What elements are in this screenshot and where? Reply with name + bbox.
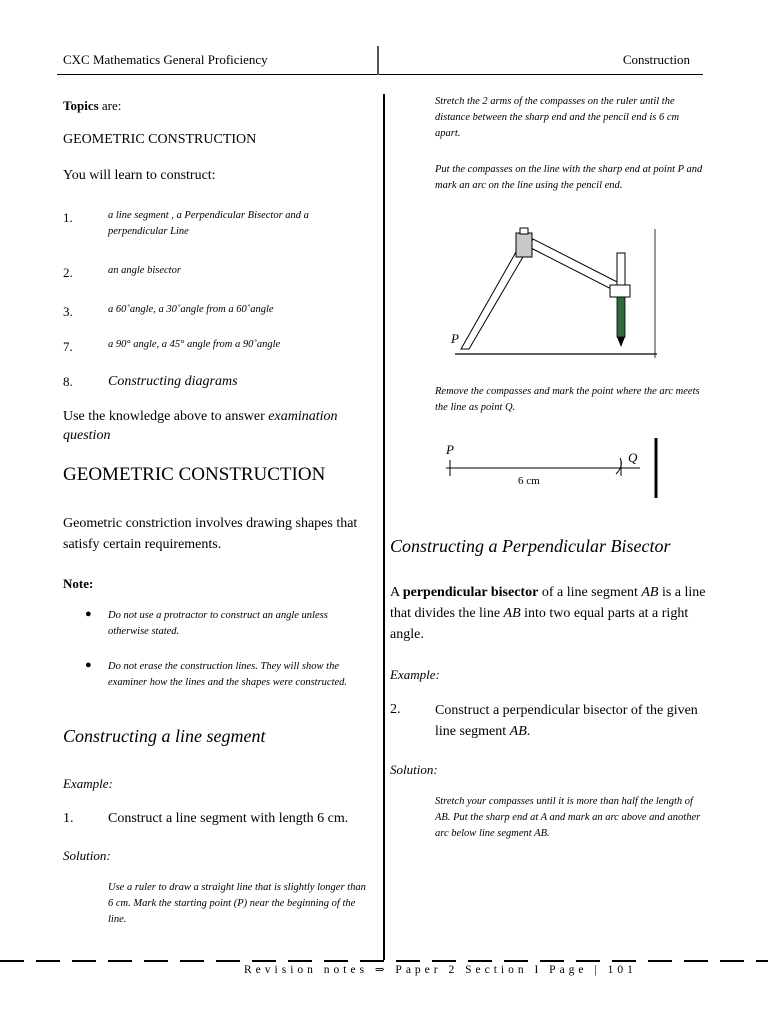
- use-knowledge-text: Use the knowledge above to answer: [63, 409, 269, 424]
- topics-rest: are:: [98, 98, 122, 113]
- fig2-p-label: P: [446, 442, 454, 457]
- line-segment-title: Constructing a line segment: [63, 726, 266, 746]
- def-mid: of a line segment: [538, 585, 642, 600]
- def-a: A: [390, 585, 403, 600]
- example-label: Example:: [390, 667, 440, 682]
- fig2-length-label: 6 cm: [518, 475, 540, 487]
- example-ab: AB: [509, 724, 527, 739]
- bullet-dot: ●: [85, 659, 92, 671]
- fig2-q-label: Q: [628, 450, 638, 465]
- example-text: Construct a line segment with length 6 cm.: [108, 811, 349, 826]
- def-ab2: AB: [503, 606, 521, 621]
- point-p-label: P: [451, 331, 459, 346]
- compasses-figure: [445, 225, 665, 365]
- header-right: Construction: [622, 52, 690, 67]
- item-text: a 60˚angle, a 30˚angle from a 60˚angle: [108, 304, 274, 315]
- line-pq-figure: [440, 434, 670, 500]
- item-text: an angle bisector: [108, 265, 181, 276]
- note-item: Do not erase the construction lines. They will show the examiner how the lines and the shapes were constructed.: [108, 661, 348, 688]
- example-num: 1.: [63, 811, 74, 826]
- def-end: into two equal parts at a right angle.: [390, 606, 689, 642]
- you-will-learn: You will learn to construct:: [63, 168, 216, 183]
- item-num: 8.: [63, 374, 73, 389]
- bullet-dot: ●: [85, 608, 92, 620]
- example-text: [435, 700, 710, 742]
- column-divider: [383, 94, 385, 960]
- header-left: CXC Mathematics General Proficiency: [63, 52, 268, 67]
- example-dot: .: [526, 724, 531, 739]
- footer-text: Revision notes ⇒ Paper 2 Section I Page | 101: [240, 962, 641, 976]
- note-label: Note:: [63, 576, 94, 591]
- section-heading: GEOMETRIC CONSTRUCTION: [63, 464, 326, 485]
- item-text: a 90° angle, a 45° angle from a 90˚angle: [108, 339, 281, 350]
- solution-label: Solution:: [63, 848, 111, 863]
- def-ab1: AB: [641, 585, 659, 600]
- use-knowledge: [63, 407, 363, 445]
- hinge-top: [520, 228, 528, 234]
- definition-paragraph: [390, 582, 710, 645]
- use-knowledge-italic: examination question: [63, 409, 338, 443]
- solution-text: Use a ruler to draw a straight line that is slightly longer than 6 cm. Mark the starting point (P) near the beginning of the line.: [108, 882, 366, 925]
- pencil-body: [617, 297, 625, 337]
- pencil-clamp: [610, 285, 630, 297]
- geo-caps: GEOMETRIC CONSTRUCTION: [63, 132, 257, 147]
- perp-bisector-title: Constructing a Perpendicular Bisector: [390, 536, 671, 556]
- item-num: 1.: [63, 210, 73, 225]
- example-text-main: Construct a perpendicular bisector of the given line segment: [435, 703, 698, 739]
- remove-text: Remove the compasses and mark the point where the arc meets the line as point Q.: [435, 386, 700, 413]
- put-text: Put the compasses on the line with the sharp end at point P and mark an arc on the line using the pencil end.: [435, 164, 703, 191]
- def-bold: perpendicular bisector: [402, 585, 539, 600]
- header-rule-left: [57, 74, 377, 75]
- item-num: 7.: [63, 339, 73, 354]
- item-text: Constructing diagrams: [108, 374, 238, 389]
- left-leg: [461, 245, 527, 349]
- def-rest: is a line that divides the line: [390, 585, 706, 621]
- hinge: [516, 233, 532, 257]
- topics-bold: Topics: [63, 98, 99, 113]
- solution-label: Solution:: [390, 762, 438, 777]
- pencil-tip: [617, 337, 625, 347]
- topics-line: [63, 96, 121, 115]
- note-item: Do not use a protractor to construct an angle unless otherwise stated.: [108, 610, 328, 637]
- header-rule-right: [379, 74, 703, 75]
- example-label: Example:: [63, 776, 113, 791]
- header-divider: [377, 46, 379, 75]
- item-text: a line segment , a Perpendicular Bisector and a perpendicular Line: [108, 210, 309, 237]
- item-num: 2.: [63, 265, 73, 280]
- item-num: 3.: [63, 304, 73, 319]
- stretch-text: Stretch the 2 arms of the compasses on the ruler until the distance between the sharp end and the pencil end is 6 cm apart.: [435, 96, 680, 139]
- example-num: 2.: [390, 702, 401, 717]
- solution-text: Stretch your compasses until it is more than half the length of AB. Put the sharp end at A and mark an arc above and another arc below line segment AB.: [435, 796, 701, 839]
- intro-paragraph: Geometric constriction involves drawing shapes that satisfy certain requirements.: [63, 516, 358, 552]
